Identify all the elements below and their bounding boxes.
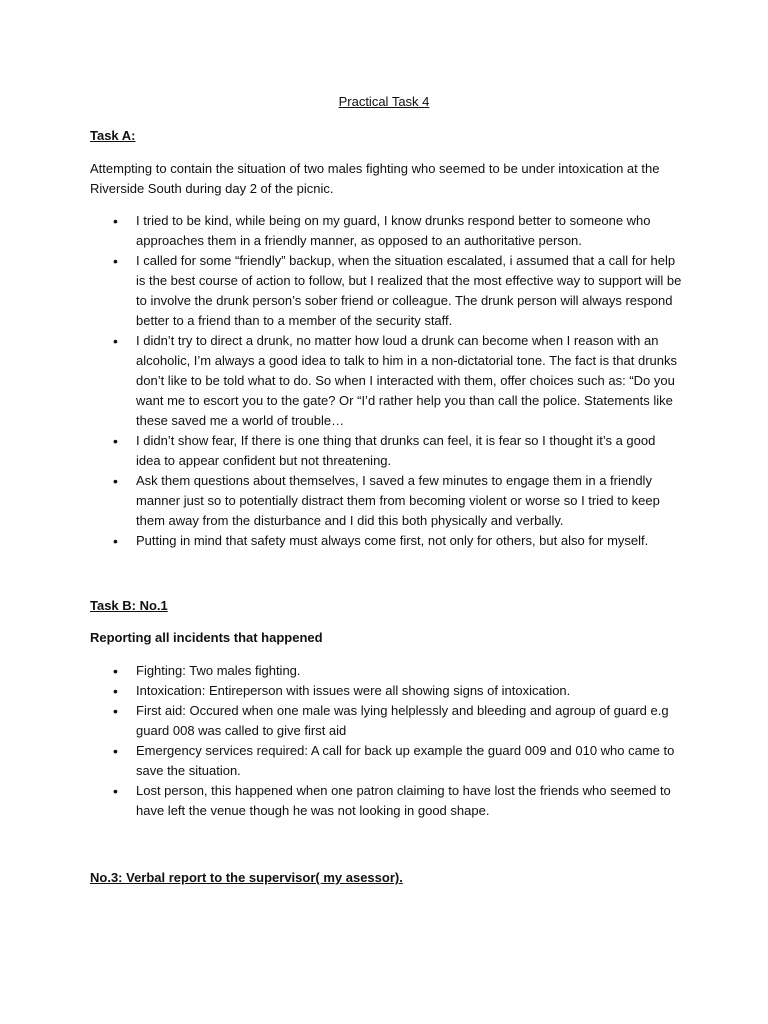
list-item-text: I didn’t try to direct a drunk, no matter how loud a drunk can become when I reason with an alcoholic, I’m always a good idea to talk to him in a non-dictatorial tone. The fact is that drunks don’t like to be told what to do. So when I interacted with them, offer choices such as: “Do you want me to escort you to the gate? Or “I’d rather help you than call the police. Statements like these saved me a world of trouble… [136, 333, 677, 428]
list-item [90, 471, 690, 531]
list-item [90, 431, 690, 471]
list-item [90, 781, 690, 821]
list-item-text: Lost person, this happened when one patron claiming to have lost the friends who seemed to have left the venue though he was not looking in good shape. [136, 783, 671, 818]
list-item-text: Intoxication: Entireperson with issues were all showing signs of intoxication. [136, 683, 571, 698]
list-item [90, 701, 690, 741]
list-item-text: First aid: Occured when one male was lying helplessly and bleeding and agroup of guard e.g guard 008 was called to give first aid [136, 703, 669, 738]
bullet-icon: • [113, 213, 118, 229]
task-a-heading: Task A: [90, 128, 136, 143]
bullet-icon: • [113, 663, 118, 679]
list-item-text: I tried to be kind, while being on my guard, I know drunks respond better to someone who approaches them in a friendly manner, as opposed to an authoritative person. [136, 213, 651, 248]
list-item [90, 741, 690, 781]
list-item-text: Ask them questions about themselves, I saved a few minutes to engage them in a friendly manner just so to potentially distract them from becoming violent or worse so I tried to keep them away from the disturbance and I did this both physically and verbally. [136, 473, 660, 528]
task-b-bullet-list [90, 661, 690, 821]
list-item [90, 251, 690, 331]
bullet-icon: • [113, 533, 118, 549]
task-b-subheading: Reporting all incidents that happened [90, 630, 323, 645]
bullet-icon: • [113, 703, 118, 719]
bullet-icon: • [113, 253, 118, 269]
task-b-heading: Task B: No.1 [90, 598, 168, 613]
bullet-icon: • [113, 683, 118, 699]
list-item [90, 211, 690, 251]
bullet-icon: • [113, 743, 118, 759]
page-title: Practical Task 4 [338, 94, 430, 109]
list-item-text: Emergency services required: A call for back up example the guard 009 and 010 who came to save the situation. [136, 743, 675, 778]
list-item [90, 531, 690, 551]
bullet-icon: • [113, 473, 118, 489]
task-a-bullet-list [90, 211, 690, 551]
list-item [90, 681, 690, 701]
bullet-icon: • [113, 433, 118, 449]
no3-heading: No.3: Verbal report to the supervisor( my asessor). [90, 870, 403, 885]
task-a-intro: Attempting to contain the situation of two males fighting who seemed to be under intoxication at the Riverside South during day 2 of the picnic. [90, 161, 660, 196]
list-item-text: I called for some “friendly” backup, when the situation escalated, i assumed that a call for help is the best course of action to follow, but I realized that the most effective way to support will be to involve the drunk person’s sober friend or colleague. The drunk person will always respond better to a friend than to a member of the security staff. [136, 253, 682, 328]
list-item-text: I didn’t show fear, If there is one thing that drunks can feel, it is fear so I thought it’s a good idea to appear confident but not threatening. [136, 433, 656, 468]
list-item [90, 661, 690, 681]
bullet-icon: • [113, 333, 118, 349]
list-item-text: Putting in mind that safety must always come first, not only for others, but also for myself. [136, 533, 649, 548]
bullet-icon: • [113, 783, 118, 799]
list-item-text: Fighting: Two males fighting. [136, 663, 301, 678]
list-item [90, 331, 690, 431]
